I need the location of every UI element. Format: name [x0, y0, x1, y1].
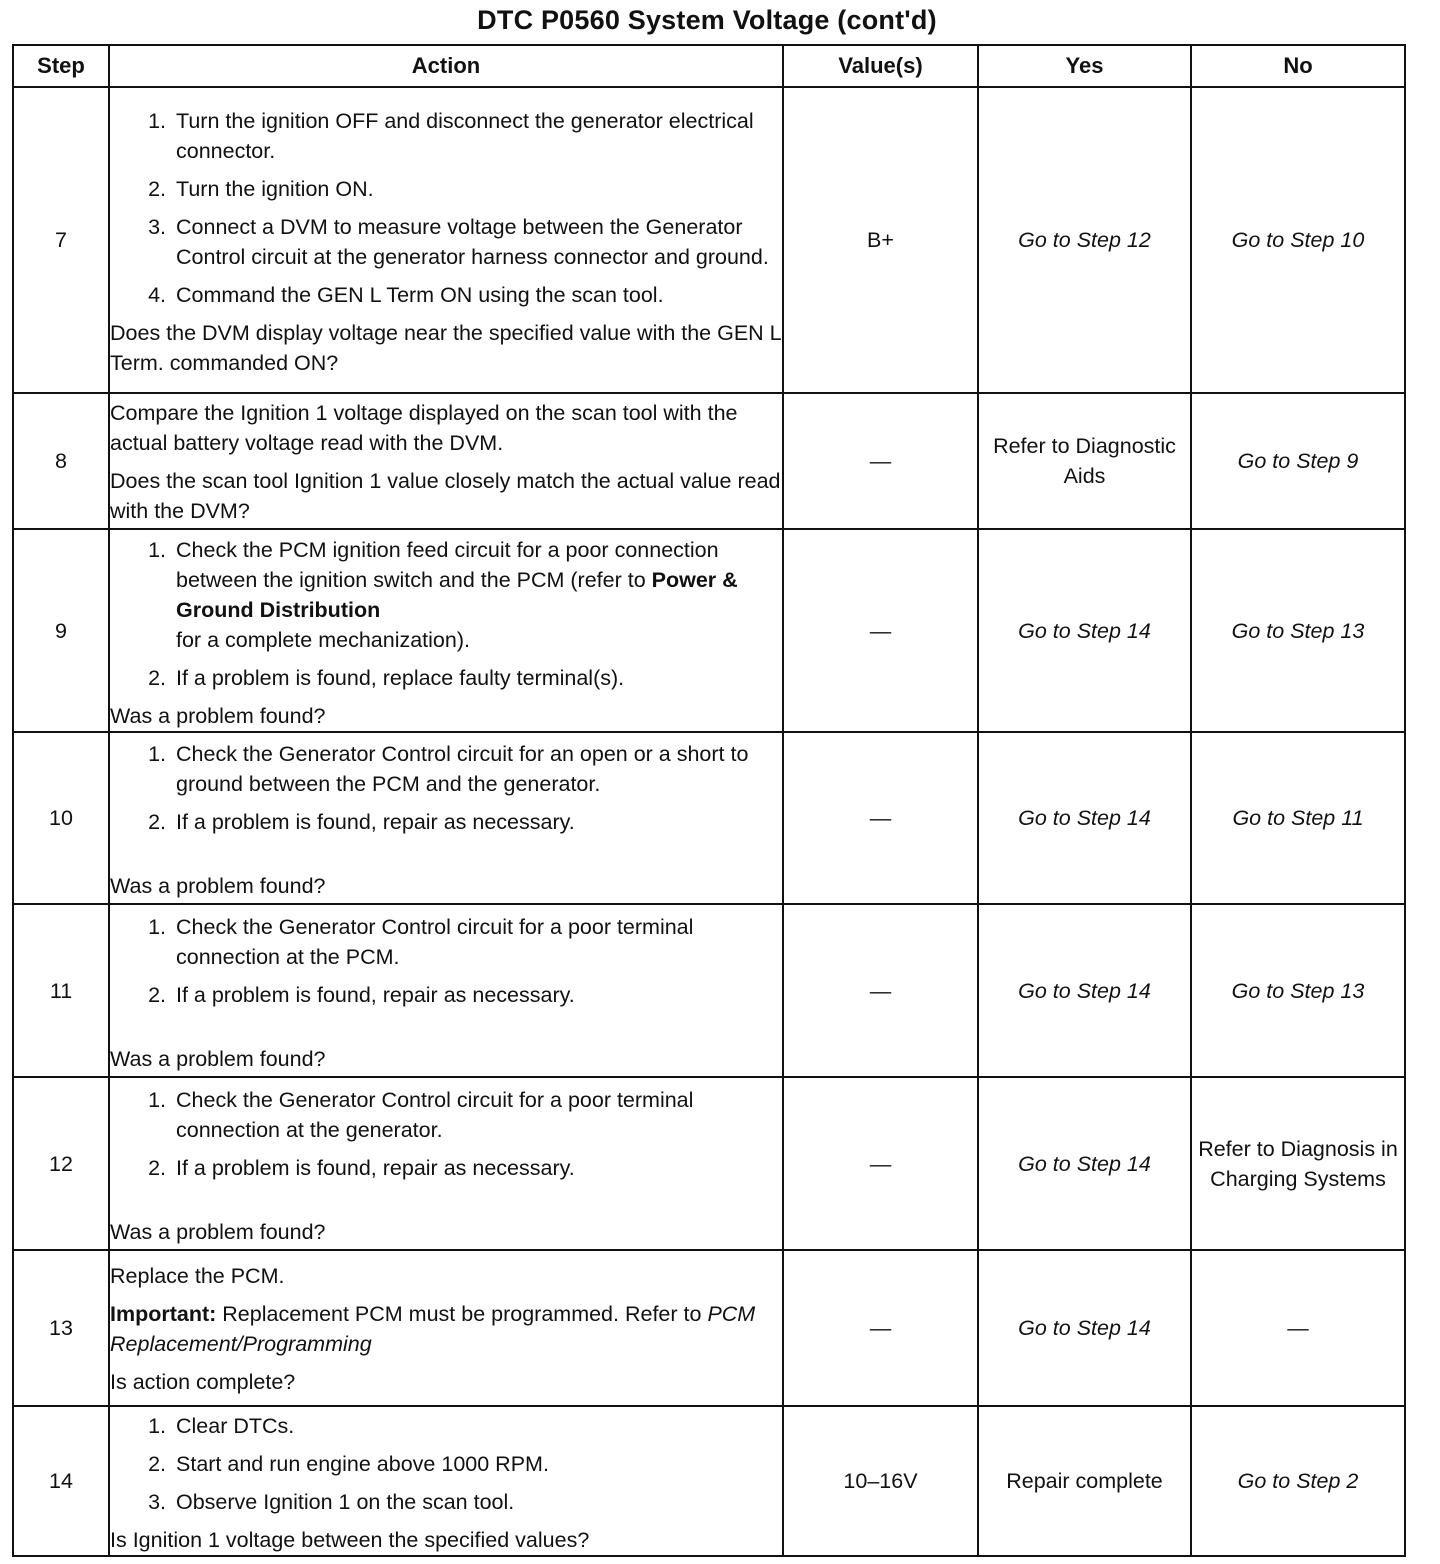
- value-cell: —: [783, 393, 978, 529]
- action-item: 4. Command the GEN L Term ON using the scan tool.: [172, 280, 782, 310]
- action-list: [110, 912, 782, 1010]
- action-cell: [109, 1077, 783, 1250]
- action-item: 3. Observe Ignition 1 on the scan tool.: [172, 1487, 782, 1517]
- action-list: [110, 739, 782, 837]
- table-row: [13, 1406, 1405, 1556]
- no-cell: Go to Step 2: [1191, 1406, 1405, 1556]
- action-question: Does the scan tool Ignition 1 value closely match the actual value read with the DVM?: [110, 469, 781, 523]
- table-row: [13, 529, 1405, 732]
- action-question: Was a problem found?: [110, 703, 326, 728]
- action-question: Was a problem found?: [110, 1046, 326, 1071]
- action-question: Was a problem found?: [110, 874, 326, 898]
- action-item: 2. Start and run engine above 1000 RPM.: [172, 1449, 782, 1479]
- table-row: [13, 393, 1405, 529]
- action-item: 1. Turn the ignition OFF and disconnect the generator electrical connector.: [172, 106, 782, 166]
- action-list: [110, 1411, 782, 1517]
- action-text: Compare the Ignition 1 voltage displayed on the scan tool with the actual battery voltage read with the DVM.: [110, 401, 738, 455]
- action-cell: [109, 1406, 783, 1556]
- yes-cell: Go to Step 14: [978, 1250, 1191, 1406]
- important-label: Important:: [110, 1302, 217, 1326]
- yes-cell: Go to Step 12: [978, 87, 1191, 393]
- table-row: [13, 1077, 1405, 1250]
- action-list: [110, 1085, 782, 1183]
- action-item: 1. Check the Generator Control circuit for a poor terminal connection at the generator.: [172, 1085, 782, 1145]
- header-yes: Yes: [978, 45, 1191, 87]
- action-question: Does the DVM display voltage near the specified value with the GEN L Term. commanded ON?: [110, 321, 781, 375]
- action-cell: [109, 87, 783, 393]
- no-cell: Refer to Diagnosis in Charging Systems: [1191, 1077, 1405, 1250]
- yes-cell: Go to Step 14: [978, 529, 1191, 732]
- value-cell: —: [783, 1077, 978, 1250]
- action-item: 2. If a problem is found, repair as necessary.: [172, 980, 782, 1010]
- action-cell: [109, 904, 783, 1077]
- reference-link[interactable]: PCM Replacement/Programming: [110, 1302, 756, 1356]
- step-number: 7: [13, 87, 109, 393]
- important-note: [110, 1299, 782, 1359]
- action-item: 1. Check the Generator Control circuit for a poor terminal connection at the PCM.: [172, 912, 782, 972]
- yes-cell: Go to Step 14: [978, 1077, 1191, 1250]
- yes-cell: Refer to Diagnostic Aids: [978, 393, 1191, 529]
- yes-cell: Go to Step 14: [978, 904, 1191, 1077]
- no-cell: Go to Step 11: [1191, 732, 1405, 904]
- document-title: DTC P0560 System Voltage (cont'd): [477, 5, 937, 35]
- step-number: 9: [13, 529, 109, 732]
- action-question: Was a problem found?: [110, 1219, 326, 1244]
- action-item: [172, 535, 782, 655]
- header-no: No: [1191, 45, 1405, 87]
- action-item: 1. Check the Generator Control circuit for an open or a short to ground between the PCM and the generator.: [172, 739, 782, 799]
- action-item: 2. If a problem is found, replace faulty terminal(s).: [172, 663, 782, 693]
- table-row: [13, 732, 1405, 904]
- value-cell: —: [783, 732, 978, 904]
- action-question: Is action complete?: [110, 1370, 296, 1394]
- table-row: [13, 904, 1405, 1077]
- value-cell: —: [783, 1250, 978, 1406]
- action-item-text: for a complete mechanization).: [176, 627, 470, 652]
- action-list: [110, 106, 782, 310]
- action-text: Replace the PCM.: [110, 1264, 285, 1288]
- value-cell: 10–16V: [783, 1406, 978, 1556]
- step-number: 8: [13, 393, 109, 529]
- action-cell: [109, 529, 783, 732]
- action-list: [110, 535, 782, 693]
- header-step: Step: [13, 45, 109, 87]
- action-cell: [109, 393, 783, 529]
- header-values: Value(s): [783, 45, 978, 87]
- value-cell: —: [783, 529, 978, 732]
- no-cell: Go to Step 13: [1191, 904, 1405, 1077]
- yes-cell: Repair complete: [978, 1406, 1191, 1556]
- table-row: [13, 1250, 1405, 1406]
- action-cell: [109, 732, 783, 904]
- step-number: 14: [13, 1406, 109, 1556]
- no-cell: —: [1191, 1250, 1405, 1406]
- value-cell: —: [783, 904, 978, 1077]
- action-item-text: Check the PCM ignition feed circuit for a poor connection between the ignition switch and the PCM (refer to: [176, 537, 719, 592]
- yes-cell: Go to Step 14: [978, 732, 1191, 904]
- step-number: 12: [13, 1077, 109, 1250]
- diagnostic-table: [12, 44, 1406, 1557]
- action-item: 1. Clear DTCs.: [172, 1411, 782, 1441]
- header-row: [13, 45, 1405, 87]
- table-row: [13, 87, 1405, 393]
- action-item: 2. If a problem is found, repair as necessary.: [172, 807, 782, 837]
- action-item: 3. Connect a DVM to measure voltage between the Generator Control circuit at the generator harness connector and ground.: [172, 212, 782, 272]
- step-number: 10: [13, 732, 109, 904]
- action-cell: [109, 1250, 783, 1406]
- no-cell: Go to Step 9: [1191, 393, 1405, 529]
- value-cell: B+: [783, 87, 978, 393]
- step-number: 11: [13, 904, 109, 1077]
- no-cell: Go to Step 10: [1191, 87, 1405, 393]
- reference-link[interactable]: Power & Ground Distribution: [176, 567, 738, 622]
- no-cell: Go to Step 13: [1191, 529, 1405, 732]
- action-question: Is Ignition 1 voltage between the specified values?: [110, 1528, 590, 1552]
- action-item: 2. If a problem is found, repair as necessary.: [172, 1153, 782, 1183]
- important-text: Replacement PCM must be programmed. Refer to: [222, 1302, 702, 1326]
- step-number: 13: [13, 1250, 109, 1406]
- action-item: 2. Turn the ignition ON.: [172, 174, 782, 204]
- header-action: Action: [109, 45, 783, 87]
